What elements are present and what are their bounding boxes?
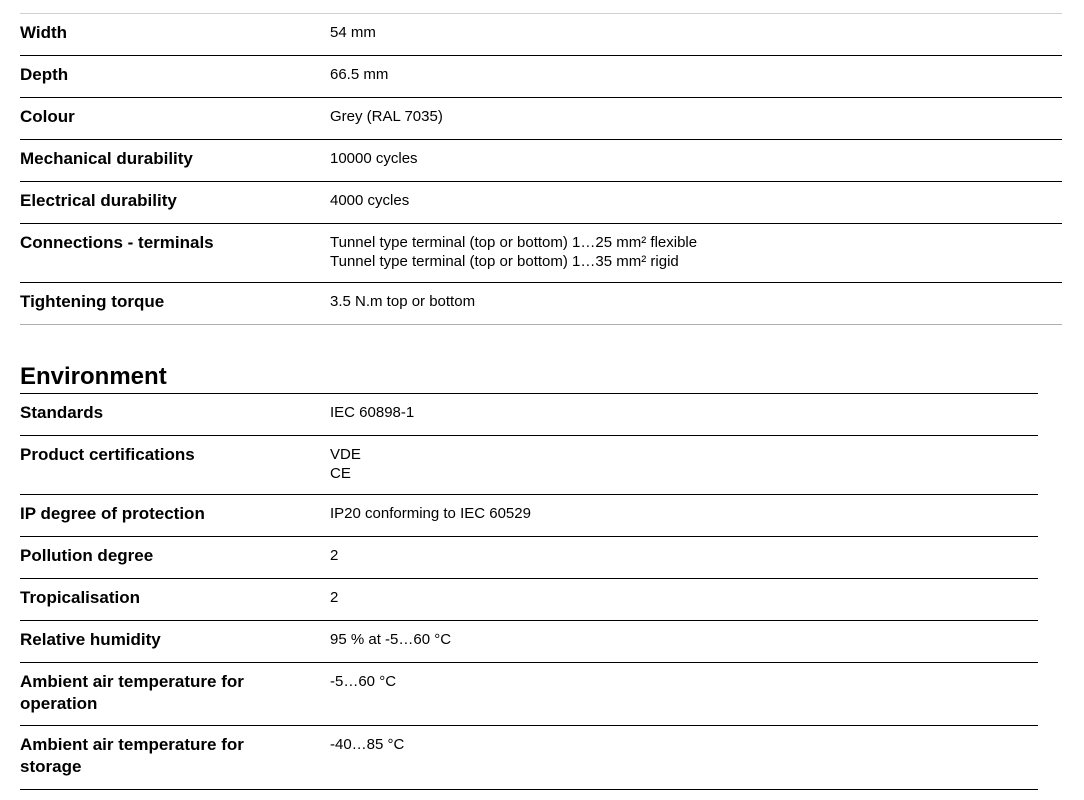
spec-row-tightening-torque <box>20 283 1062 325</box>
spec-row-depth <box>20 56 1062 98</box>
spec-value: IP20 conforming to IEC 60529 <box>330 505 531 522</box>
spec-row-ambient-temp-operation <box>20 663 1038 726</box>
spec-row-product-certifications <box>20 436 1038 495</box>
spec-row-connections-terminals <box>20 224 1062 283</box>
spec-row-pollution-degree <box>20 537 1038 579</box>
spec-label: Standards <box>20 403 104 422</box>
spec-label: Colour <box>20 107 75 126</box>
spec-value: -5…60 °C <box>330 673 397 690</box>
specs-table <box>20 13 1062 325</box>
spec-value: VDE <box>330 446 361 463</box>
spec-row-colour <box>20 98 1062 140</box>
spec-row-relative-humidity <box>20 621 1038 663</box>
spec-label: Mechanical durability <box>20 149 193 168</box>
spec-label: Relative humidity <box>20 630 161 649</box>
spec-label: Tightening torque <box>20 292 165 311</box>
spec-label: Pollution degree <box>20 546 154 565</box>
spec-label: Depth <box>20 65 69 84</box>
spec-label: Product certifications <box>20 445 195 464</box>
spec-row-standards <box>20 394 1038 436</box>
spec-label: Ambient air temperature for operation <box>20 672 244 713</box>
spec-value: 54 mm <box>330 24 376 41</box>
spec-value: Tunnel type terminal (top or bottom) 1…25 mm² flexible <box>330 234 698 251</box>
spec-value: 4000 cycles <box>330 192 410 209</box>
spec-value: 2 <box>330 547 339 564</box>
environment-table <box>20 393 1038 790</box>
spec-row-ambient-temp-storage <box>20 726 1038 790</box>
spec-value: 66.5 mm <box>330 66 389 83</box>
spec-value: 2 <box>330 589 339 606</box>
spec-value: 10000 cycles <box>330 150 418 167</box>
spec-row-ip-degree <box>20 495 1038 537</box>
spec-row-electrical-durability <box>20 182 1062 224</box>
spec-value: IEC 60898-1 <box>330 404 415 421</box>
spec-label: Connections - terminals <box>20 233 214 252</box>
spec-row-tropicalisation <box>20 579 1038 621</box>
spec-value: Tunnel type terminal (top or bottom) 1…35 mm² rigid <box>330 253 679 270</box>
spec-value: -40…85 °C <box>330 736 405 753</box>
spec-value: 3.5 N.m top or bottom <box>330 293 476 310</box>
spec-value: CE <box>330 465 351 482</box>
spec-row-width <box>20 14 1062 56</box>
spec-label: Ambient air temperature for storage <box>20 735 244 776</box>
spec-row-mechanical-durability <box>20 140 1062 182</box>
spec-label: Electrical durability <box>20 191 177 210</box>
section-title-environment: Environment <box>20 363 167 390</box>
spec-label: Tropicalisation <box>20 588 140 607</box>
spec-value: Grey (RAL 7035) <box>330 108 443 125</box>
spec-value: 95 % at -5…60 °C <box>330 631 452 648</box>
spec-label: Width <box>20 23 68 42</box>
spec-label: IP degree of protection <box>20 504 205 523</box>
